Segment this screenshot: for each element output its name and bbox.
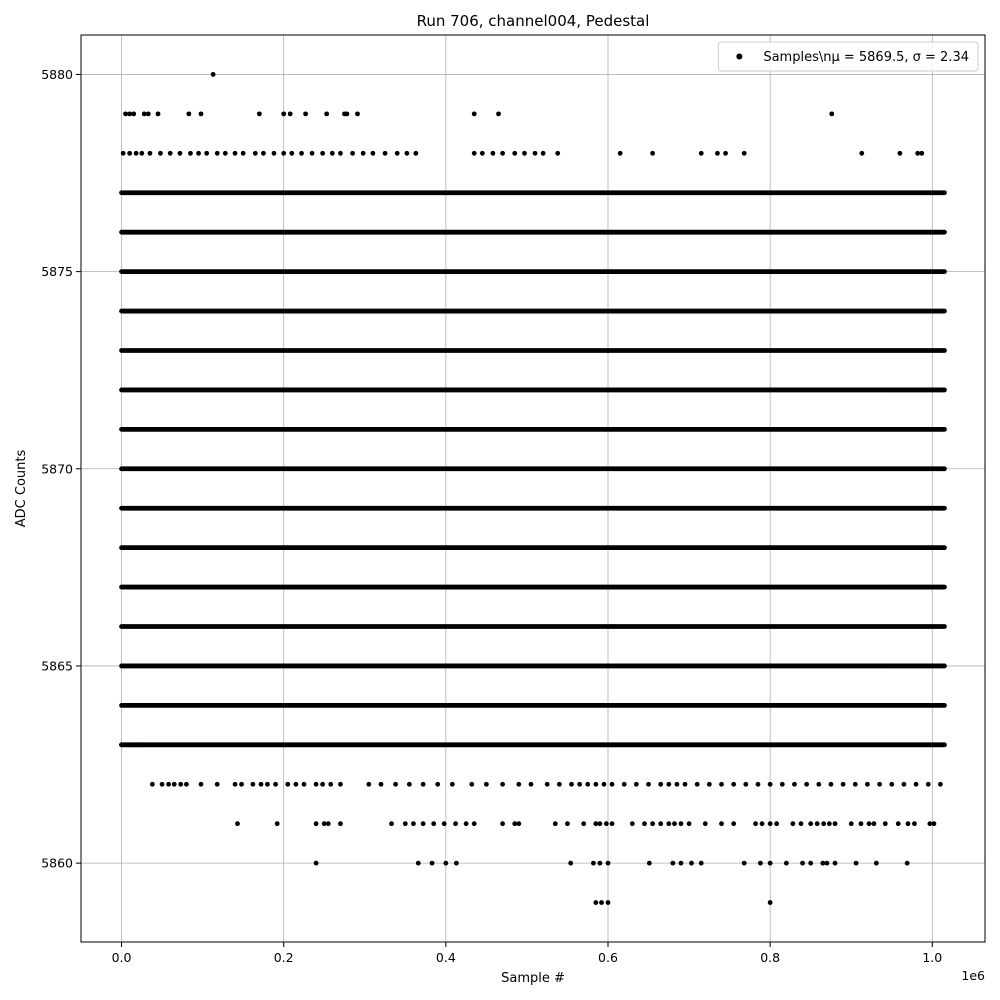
data-point (413, 151, 418, 156)
data-point (121, 151, 126, 156)
data-point (816, 782, 821, 787)
data-band-5866 (119, 624, 947, 629)
data-point (272, 151, 277, 156)
data-point (743, 782, 748, 787)
data-point (877, 782, 882, 787)
data-point (421, 782, 426, 787)
data-point (328, 782, 333, 787)
data-point (622, 782, 627, 787)
data-point (774, 821, 779, 826)
data-point (160, 782, 165, 787)
legend-marker (736, 54, 742, 60)
data-point (753, 821, 758, 826)
data-point (172, 782, 177, 787)
data-point (699, 151, 704, 156)
data-point (131, 111, 136, 116)
data-point (599, 900, 604, 905)
data-band-5867 (119, 585, 947, 590)
data-point (768, 821, 773, 826)
data-point (593, 900, 598, 905)
data-point (250, 782, 255, 787)
data-point (756, 782, 761, 787)
data-point (679, 821, 684, 826)
data-point (760, 821, 765, 826)
data-point (338, 782, 343, 787)
data-point (261, 151, 266, 156)
data-point (533, 151, 538, 156)
data-point (658, 782, 663, 787)
data-point (150, 782, 155, 787)
data-point (379, 782, 384, 787)
data-point (815, 821, 820, 826)
data-point (849, 821, 854, 826)
y-axis-label: ADC Counts (14, 449, 29, 528)
data-point (275, 821, 280, 826)
data-point (902, 782, 907, 787)
data-point (370, 151, 375, 156)
data-point (545, 782, 550, 787)
data-point (490, 151, 495, 156)
data-point (146, 111, 151, 116)
data-point (841, 782, 846, 787)
data-point (430, 861, 435, 866)
data-point (865, 782, 870, 787)
data-band-5871 (119, 427, 947, 432)
data-point (345, 111, 350, 116)
data-point (604, 821, 609, 826)
data-point (383, 151, 388, 156)
data-point (310, 151, 315, 156)
data-point (593, 782, 598, 787)
legend (718, 42, 978, 71)
data-point (687, 821, 692, 826)
data-point (235, 821, 240, 826)
data-point (405, 151, 410, 156)
data-point (435, 782, 440, 787)
data-point (281, 111, 286, 116)
x-tick-label: 0.4 (435, 950, 456, 965)
data-point (204, 151, 209, 156)
data-point (281, 151, 286, 156)
data-point (496, 111, 501, 116)
data-point (647, 861, 652, 866)
data-band-5876 (119, 230, 947, 235)
data-band-5865 (119, 664, 947, 669)
data-point (119, 742, 124, 747)
data-point (829, 111, 834, 116)
data-point (618, 151, 623, 156)
data-point (469, 782, 474, 787)
data-point (568, 861, 573, 866)
data-point (932, 821, 937, 826)
data-point (854, 861, 859, 866)
y-tick-label: 5880 (41, 66, 73, 82)
data-point (833, 821, 838, 826)
y-tick-label: 5870 (41, 461, 73, 477)
data-point (555, 151, 560, 156)
data-point (500, 821, 505, 826)
data-point (299, 151, 304, 156)
data-point (223, 151, 228, 156)
data-point (650, 821, 655, 826)
data-point (366, 782, 371, 787)
data-point (288, 111, 293, 116)
data-point (804, 782, 809, 787)
data-point (516, 782, 521, 787)
data-point (859, 151, 864, 156)
data-point (784, 861, 789, 866)
data-point (853, 782, 858, 787)
data-point (827, 821, 832, 826)
data-point (355, 111, 360, 116)
data-point (127, 151, 132, 156)
data-point (889, 782, 894, 787)
data-point (800, 861, 805, 866)
data-point (411, 821, 416, 826)
data-point (361, 151, 366, 156)
data-point (897, 151, 902, 156)
data-point (642, 821, 647, 826)
data-point (259, 782, 264, 787)
data-point (666, 821, 671, 826)
data-point (350, 151, 355, 156)
data-point (808, 861, 813, 866)
data-point (158, 151, 163, 156)
data-point (314, 782, 319, 787)
data-point (577, 782, 582, 787)
data-point (597, 821, 602, 826)
data-point (610, 782, 615, 787)
data-point (758, 861, 763, 866)
data-point (302, 782, 307, 787)
legend-label: Samples\nμ = 5869.5, σ = 2.34 (763, 50, 969, 65)
data-point (719, 782, 724, 787)
y-tick-label: 5875 (41, 264, 73, 280)
data-point (389, 821, 394, 826)
data-point (442, 821, 447, 826)
data-point (148, 151, 153, 156)
data-point (768, 900, 773, 905)
data-point (199, 782, 204, 787)
data-point (919, 151, 924, 156)
data-point (634, 782, 639, 787)
data-point (330, 151, 335, 156)
data-point (650, 151, 655, 156)
data-point (403, 821, 408, 826)
data-band-5873 (119, 348, 947, 353)
data-point (742, 151, 747, 156)
data-point (780, 782, 785, 787)
data-point (257, 111, 262, 116)
data-band-5868 (119, 545, 947, 550)
x-tick-label: 1.0 (922, 950, 943, 965)
data-point (597, 861, 602, 866)
data-point (581, 821, 586, 826)
data-point (454, 861, 459, 866)
data-point (585, 782, 590, 787)
data-point (874, 861, 879, 866)
data-point (679, 861, 684, 866)
data-point (606, 861, 611, 866)
data-point (472, 821, 477, 826)
data-point (453, 821, 458, 826)
data-point (166, 782, 171, 787)
data-point (464, 821, 469, 826)
data-point (799, 821, 804, 826)
data-point (253, 151, 258, 156)
data-point (196, 151, 201, 156)
data-point (338, 821, 343, 826)
data-point (480, 151, 485, 156)
data-point (450, 782, 455, 787)
data-point (395, 151, 400, 156)
x-tick-label: 0.2 (273, 950, 294, 965)
data-point (723, 151, 728, 156)
data-point (829, 782, 834, 787)
x-tick-label: 0.0 (111, 950, 132, 965)
data-point (557, 782, 562, 787)
data-point (338, 151, 343, 156)
x-tick-label: 0.6 (598, 950, 618, 965)
data-point (606, 900, 611, 905)
data-point (241, 151, 246, 156)
data-point (683, 782, 688, 787)
data-point (792, 782, 797, 787)
data-point (610, 821, 615, 826)
data-point (742, 861, 747, 866)
data-point (591, 861, 596, 866)
data-point (522, 151, 527, 156)
data-point (188, 151, 193, 156)
data-band-5875 (119, 269, 947, 274)
data-point (689, 861, 694, 866)
x-tick-label: 0.8 (760, 950, 781, 965)
axis-ticks (41, 67, 942, 965)
data-point (320, 782, 325, 787)
data-point (768, 861, 773, 866)
data-point (314, 861, 319, 866)
data-point (215, 151, 220, 156)
data-point (808, 821, 813, 826)
data-point (303, 111, 308, 116)
data-point (768, 782, 773, 787)
data-point (215, 782, 220, 787)
data-point (500, 782, 505, 787)
data-point (326, 821, 331, 826)
y-tick-label: 5860 (41, 855, 73, 871)
data-point (731, 782, 736, 787)
data-band-5872 (119, 388, 947, 393)
data-point (699, 861, 704, 866)
data-point (833, 861, 838, 866)
data-point (289, 151, 294, 156)
data-point (324, 111, 329, 116)
data-point (265, 782, 270, 787)
data-point (484, 782, 489, 787)
data-point (672, 821, 677, 826)
data-point (707, 782, 712, 787)
data-band-5864 (119, 703, 947, 708)
data-point (516, 821, 521, 826)
data-point (421, 821, 426, 826)
data-point (938, 782, 943, 787)
data-point (602, 782, 607, 787)
data-point (553, 821, 558, 826)
data-band-5863 (119, 742, 947, 747)
data-point (472, 111, 477, 116)
chart-title: Run 706, channel004, Pedestal (416, 12, 650, 30)
data-point (541, 151, 546, 156)
data-point (926, 782, 931, 787)
data-point (905, 861, 910, 866)
data-point (512, 151, 517, 156)
data-point (695, 782, 700, 787)
x-axis-offset-label: 1e6 (961, 968, 985, 983)
data-point (273, 782, 278, 787)
data-point (825, 861, 830, 866)
data-point (184, 782, 189, 787)
data-point (658, 821, 663, 826)
data-point (233, 782, 238, 787)
data-point (393, 782, 398, 787)
data-point (883, 821, 888, 826)
data-band-5870 (119, 466, 947, 471)
data-band-5874 (119, 309, 947, 314)
data-point (867, 821, 872, 826)
data-point (285, 782, 290, 787)
data-point (565, 821, 570, 826)
data-point (293, 782, 298, 787)
data-point (416, 861, 421, 866)
data-point (529, 782, 534, 787)
data-point (134, 151, 139, 156)
data-point (431, 821, 436, 826)
data-point (872, 821, 877, 826)
y-tick-label: 5865 (41, 658, 73, 674)
data-point (906, 821, 911, 826)
data-point (731, 821, 736, 826)
data-point (178, 782, 183, 787)
data-point (139, 151, 144, 156)
data-point (896, 821, 901, 826)
data-point (675, 782, 680, 787)
data-point (859, 821, 864, 826)
data-point (914, 782, 919, 787)
data-point (670, 861, 675, 866)
data-point (646, 782, 651, 787)
data-point (239, 782, 244, 787)
data-point (233, 151, 238, 156)
data-point (168, 151, 173, 156)
data-band-5877 (119, 190, 947, 195)
data-point (211, 72, 216, 77)
data-point (500, 151, 505, 156)
data-point (630, 821, 635, 826)
data-point (790, 821, 795, 826)
data-point (569, 782, 574, 787)
data-point (407, 782, 412, 787)
data-point (186, 111, 191, 116)
data-point (715, 151, 720, 156)
data-point (719, 821, 724, 826)
data-point (666, 782, 671, 787)
data-point (912, 821, 917, 826)
data-point (156, 111, 161, 116)
data-point (178, 151, 183, 156)
data-point (472, 151, 477, 156)
data-point (320, 151, 325, 156)
data-points (119, 72, 947, 905)
data-band-5869 (119, 506, 947, 511)
data-point (314, 821, 319, 826)
grid-lines (81, 35, 985, 942)
x-axis-label: Sample # (501, 971, 565, 986)
data-point (137, 742, 142, 747)
data-point (199, 111, 204, 116)
data-point (443, 861, 448, 866)
data-point (703, 821, 708, 826)
data-point (821, 821, 826, 826)
plot-frame (81, 35, 985, 942)
